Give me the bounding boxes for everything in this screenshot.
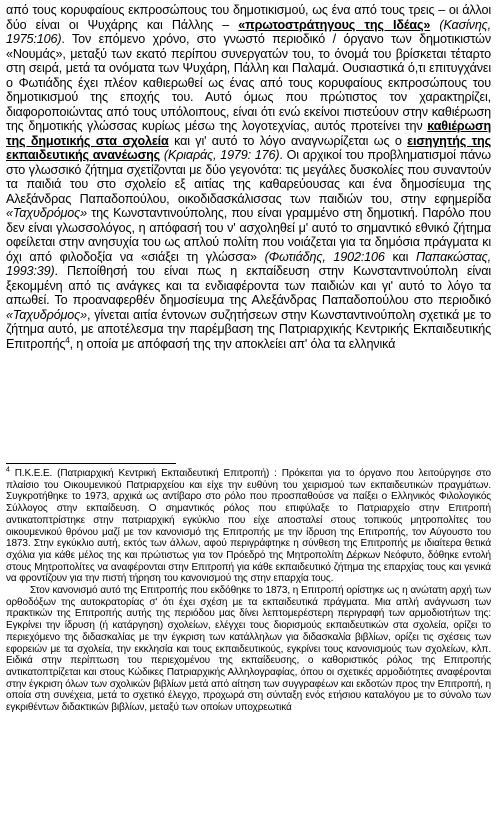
text-run: από τους κορυφαίους εκπροσώπους του δημοτικισμού, ως ένα από τους τρεις – οι άλλοι δύο είναι οι Ψυχάρης και Πάλλης – xyxy=(6,3,491,32)
emphasized-phrase: «πρωτοστράτηγους της Ιδέας» xyxy=(238,17,431,32)
citation-text: «Ταχυδρόμος» xyxy=(6,307,87,322)
text-run: . Τον επόμενο χρόνο, στο γνωστό περιοδικό / όργανο των δημοτικιστών «Νουμάς», μεταξύ των εκατό περίπου συνεργατών του, το όνομά του βρίσκεται τέταρτο στη σειρά, μετά τα ονόματα των Ψυχάρη, Πάλλη και Παλαμά. Ουσιαστικά ό,τι επιτυγχάνει ο Φωτιάδης έχει πλέον καθιερωθεί ως ένας από τους κορυφαίους εκπροσώπους του δημοτικισμού της εποχής του. Αυτό όμως που πρώτιστος τον χαρακτηρίζει, διαφοροποιώντας από τους υπόλοιπους, είναι ότι ενώ εκείνοι πιστεύουν στην καθιέρωση της δημοτικής γλώσσας κυρίως μέσω της λογοτεχνίας, αυτός προτείνει την xyxy=(6,32,491,133)
citation-text: (Κριαράς, 1979: 176) xyxy=(163,148,280,162)
body-paragraph xyxy=(6,3,491,351)
text-run: και γι' αυτό το λόγο αναγνωρίζεται ως ο xyxy=(168,133,408,148)
text-run: της Κωνσταντινούπολης, που είναι γραμμένο στη δημοτική. Παρόλο που δεν είναι γλωσσολόγος, η απόφασή του ν' ασχοληθεί μ' αυτό το σημαντικό εθνικό ζήτημα οφείλεται στην ανησυχία του ως απλού πολίτη που νοιάζεται για τα δημόσια πράγματα κι όχι από φιλοδοξία να «σιάξει τη γλώσσα» xyxy=(6,206,491,264)
footnote-text: Π.Κ.Ε.Ε. (Πατριαρχική Κεντρική Εκπαιδευτική Επιτροπή) : Πρόκειται για το όργανο που λειτούργησε στο πλαίσιο του Οικουμενικού Πατριαρχείου και είχε την ευθύνη του χειρισμού των εκπαιδευτικών πραγμάτων. Συγκροτήθηκε το 1973, αρχικά ως αντίβαρο στο ρόλο που προσπαθούσε να παίξει ο Ελληνικός Φιλολογικός Σύλλογος στην εκπαίδευση. Ο σημαντικός ρόλος που επιφύλαξε το Πατριαρχείο στην Επιτροπή αντικατοπτρίστηκε στην πατριαρχική εγκύκλιο που είχε αποσταλεί στους τοπικούς μητροπολίτες του οικουμενικού θρόνου μαζί με τον κανονισμό της Επιτροπής με την ίδρυση της Επιτροπής, τον Αύγουστο του 1873. Στην εγκύκλιο αυτή, εκτός των άλλων, αφού περιγράφτηκε η σύνθεση της Επιτροπής με ιδιαίτερα θετικά σχόλια για κάθε μέλος της και πρώτιστως για τον Πρόεδρό της Μητροπολίτη Δέρκων Νεόφυτο, δόθηκε εντολή στους Μητροπολίτες να αναφέρονται στην Επιτροπή για κάθε εκπαιδευτικό ζήτημα της επαρχίας τους και γενικά να φροντίζουν για την πιστή τήρηση του κανονισμού της στην επαρχία τους. xyxy=(6,468,491,585)
footnote-divider xyxy=(6,463,176,464)
footnote-number: 4 xyxy=(6,466,10,474)
text-run: και xyxy=(384,249,416,264)
footnote-paragraph xyxy=(6,585,491,714)
citation-text: (Κασίνης, 1975:106) xyxy=(6,17,491,46)
citation-text: (Φωτιάδης, 1902:106 xyxy=(264,249,385,264)
footnote-paragraph xyxy=(6,468,491,585)
emphasized-phrase: εισηγητής της εκπαιδευτικής ανανέωσης xyxy=(6,133,491,162)
main-body-text xyxy=(6,3,491,351)
text-run: , η οποία με απόφασή της την αποκλείει απ' όλα τα ελληνικά xyxy=(69,336,396,351)
citation-text: Παπακώστας, 1993:39) xyxy=(6,249,491,278)
text-run: . Πεποίθησή του είναι πως η εκπαίδευση στην Κωνσταντινούπολη είναι ξεκομμένη από τις ανάγκες και τα ενδιαφέροντα των παιδιών και γι' αυτό το λόγο τα απωθεί. Το προαναφερθέν δημοσίευμα της Αλεξάνδρας Παπαδοπούλου στο περιοδικό xyxy=(6,264,491,307)
text-run: . Οι αρχικοί του προβληματισμοί πάνω στο γλωσσικό ζήτημα σχετίζονται με δύο γεγονότα: τις μεγάλες δυσκολίες που συναντούν τα παιδιά του στο σχολείο εξ αιτίας της καθαρεύουσας και ένα δημοσίευμα της Αλεξάνδρας Παπαδοπούλου, οικοδιδασκάλισσας των παιδιών του, στην εφημερίδα xyxy=(6,148,491,206)
emphasized-phrase: καθιέρωση της δημοτικής στα σχολεία xyxy=(6,119,491,148)
citation-text: «Ταχυδρόμος» xyxy=(6,206,87,220)
text-run: , γίνεται αιτία έντονων συζητήσεων στην Κωνσταντινούπολη σχετικά με το ζήτημα αυτό, με αποτέλεσμα την παρέμβαση της Πατριαρχικής Κεντρικής Εκπαιδευτικής Επιτροπής xyxy=(6,307,491,351)
footnote-text: Στον κανονισμό αυτό της Επιτροπής που εκδόθηκε το 1873, η Επιτροπή ορίστηκε ως η ανώτατη αρχή των ορθοδόξων της αυτοκρατορίας σ' ότι έχει σχέση με τα εκπαιδευτικά πράγματα. Μια απλή ανάγνωση των πρακτικών της Επιτροπής αυτής της περιόδου μας δίνει λεπτομερέστερη περιγραφή των αρμοδιοτήτων της: Εγκρίνει την ίδρυση (ή κατάργηση) σχολείων, ελέγχει τους διορισμούς εκπαιδευτικών στα σχολεία, ορίζει το περιεχόμενο της διδασκαλίας με την έγκριση των κατάλληλων για διδασκαλία βιβλίων, ορίζει τις σχέσεις των εφορειών με τα σχολεία, την εκκλησία και τους εκπαιδευτικούς, εγκρίνει τους κανονισμούς των σχολείων, κλπ. Ειδικά στην περίπτωση του περιεχομένου της εκπαίδευσης, ο καθοριστικός ρόλος της Επιτροπής αντικατοπτρίζεται και στους Κώδικες Πατριαρχικής Αλληλογραφίας, όπου οι σχετικές αρμοδιότητες αναφέρονται στην έγκριση όλων των σχολικών βιβλίων μετά από αίτηση των συγγραφέων και εκδοτών προς την Επιτροπή, η οποία στη συνέχεια, μετά το σχετικό έλεγχο, προχωρά στη σύνταξη ενός ετήσιου καταλόγου με το σύνολο των εγκριθέντων διδακτικών βιβλίων, μεταξύ των οποίων υποχρεωτικά xyxy=(6,585,491,714)
footnote-reference: 4 xyxy=(65,335,70,345)
footnote-section xyxy=(6,468,491,714)
